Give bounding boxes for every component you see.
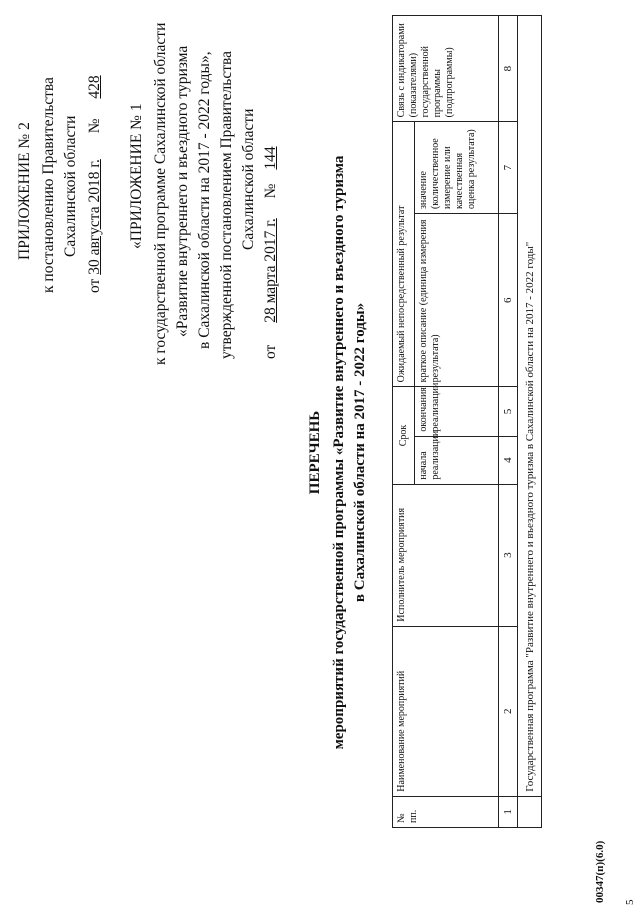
document-subtitle-line2: в Сахалинской области на 2017 - 2022 годы» bbox=[352, 302, 368, 603]
column-number-1: 1 bbox=[499, 796, 518, 827]
document-code: 00347(п)(6.0) bbox=[594, 840, 606, 903]
appendix-2-number: 428 bbox=[86, 75, 103, 99]
measures-table bbox=[392, 15, 542, 828]
appendix-1-number-label: № bbox=[262, 183, 279, 199]
column-number-5: 5 bbox=[499, 387, 518, 436]
appendix-1-line5: Сахалинской области bbox=[240, 108, 257, 250]
appendix-1-title: «ПРИЛОЖЕНИЕ № 1 bbox=[128, 103, 145, 249]
program-row-text: Государственная программа "Развитие внутреннего и въездного туризма в Сахалинской области на 2017 - 2022 годы" bbox=[518, 16, 542, 797]
appendix-1-line4: утвержденной постановлением Правительства bbox=[218, 51, 235, 359]
column-number-4: 4 bbox=[499, 436, 518, 484]
column-number-7: 7 bbox=[499, 122, 518, 214]
appendix-2-date-line bbox=[84, 75, 106, 293]
appendix-2-title: ПРИЛОЖЕНИЕ № 2 bbox=[16, 122, 33, 260]
document-title: ПЕРЕЧЕНЬ bbox=[307, 410, 323, 495]
header-term-start: начала реализации bbox=[415, 436, 499, 484]
program-row bbox=[518, 16, 542, 828]
header-name: Наименование мероприятий bbox=[393, 626, 499, 796]
appendix-1-line1: к государственной программе Сахалинской области bbox=[152, 22, 169, 365]
header-expected-desc: краткое описание (единица измерения результата) bbox=[415, 214, 499, 387]
appendix-1-number: 144 bbox=[262, 146, 279, 170]
program-row-spacer bbox=[518, 796, 542, 827]
header-term-end: окончания реализации bbox=[415, 387, 499, 436]
column-number-6: 6 bbox=[499, 214, 518, 387]
column-number-8: 8 bbox=[499, 16, 518, 122]
column-number-2: 2 bbox=[499, 626, 518, 796]
appendix-1-from-label: от bbox=[262, 344, 279, 359]
appendix-1-date: 28 марта 2017 г. bbox=[262, 218, 279, 323]
appendix-1-line2: «Развитие внутреннего и въездного туризма bbox=[174, 45, 191, 337]
appendix-2-date: 30 августа 2018 г. bbox=[86, 159, 103, 275]
appendix-2-line1: к постановлению Правительства bbox=[40, 77, 57, 293]
appendix-2-number-label: № bbox=[86, 118, 103, 134]
header-link: Связь с индикаторами (показателями) государственной программы (подпрограммы) bbox=[393, 16, 499, 122]
header-expected-value: значение (количественное измерение или качественная оценка результата) bbox=[415, 122, 499, 214]
column-numbers-row bbox=[499, 16, 518, 828]
header-expected: Ожидаемый непосредственный результат bbox=[393, 122, 415, 387]
header-num: № пп. bbox=[393, 796, 499, 827]
column-number-3: 3 bbox=[499, 484, 518, 626]
appendix-2-from-label: от bbox=[86, 278, 103, 293]
header-executor: Исполнитель мероприятия bbox=[393, 484, 499, 626]
header-term: Срок bbox=[393, 387, 415, 484]
table-header-row-1 bbox=[393, 16, 415, 828]
appendix-1-line3: в Сахалинской области на 2017 - 2022 годы», bbox=[196, 51, 213, 349]
appendix-2-line2: Сахалинской области bbox=[62, 115, 79, 257]
appendix-1-date-line bbox=[260, 146, 282, 359]
document-subtitle-line1: мероприятий государственной программы «Развитие внутреннего и въездного туризма bbox=[331, 155, 347, 750]
page-mark: 5 bbox=[624, 899, 636, 905]
